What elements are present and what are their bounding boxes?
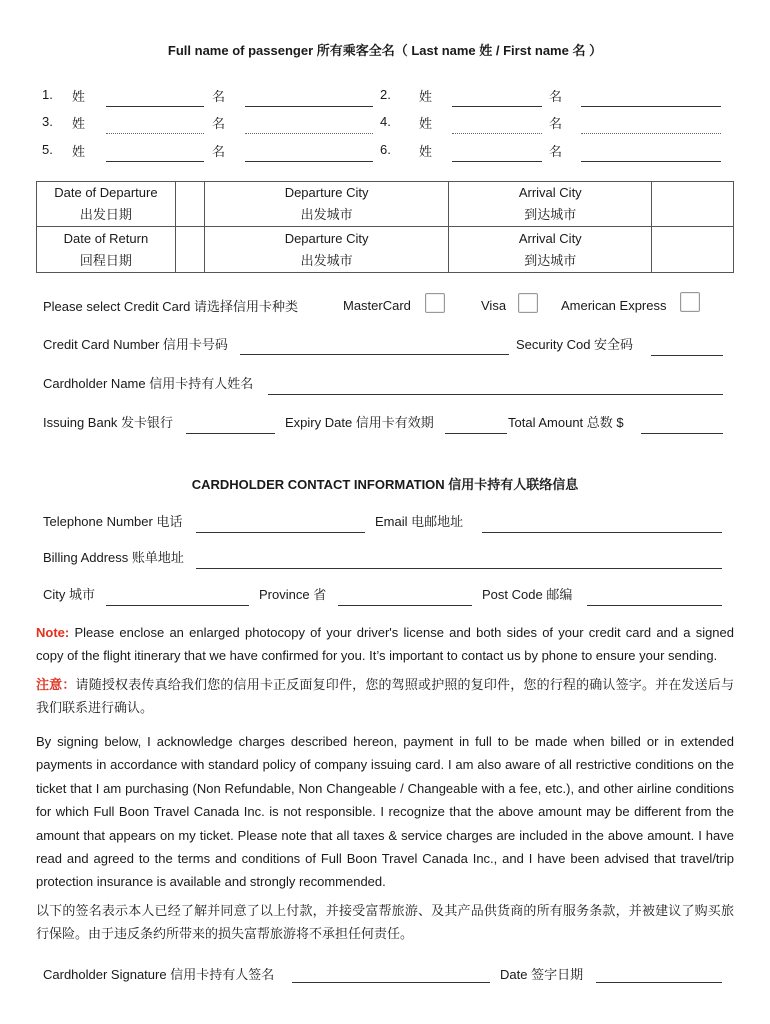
visa-label: Visa xyxy=(481,298,507,313)
departure-date-label-en: Date of Departure xyxy=(54,185,158,200)
note-text-en: Please enclose an enlarged photocopy of your driver's license and both sides of your credit card and a signed copy of the flight itinerary that we have confirmed for you. It’s important to contact us by phone to ensure your sending. xyxy=(36,625,734,664)
first-name-field-3[interactable] xyxy=(245,133,373,134)
first-name-field-6[interactable] xyxy=(581,161,721,162)
total-amount-label: Total Amount 总数 $ xyxy=(508,415,624,430)
trip-table xyxy=(36,181,734,273)
return-departure-city-label-cn: 出发城市 xyxy=(300,252,353,268)
telephone-field[interactable] xyxy=(196,532,365,533)
agreement-cn-paragraph: 以下的签名表示本人已经了解并同意了以上付款，并接受富帮旅游、及其产品供货商的所有服务条款，并被建议了购买旅行保险。由于违反条约所带来的损失富帮旅游将不承担任何责任。 xyxy=(36,903,734,942)
return-arrival-city-label-cn: 到达城市 xyxy=(524,252,577,268)
page-title: Full name of passenger 所有乘客全名（ Last name 姓 / First name 名 ） xyxy=(167,43,603,58)
last-name-label: 姓 xyxy=(72,89,86,104)
return-date-label-cn: 回程日期 xyxy=(79,252,132,268)
email-label: Email 电邮地址 xyxy=(375,514,464,529)
passenger-number: 5. xyxy=(42,142,53,157)
telephone-label: Telephone Number 电话 xyxy=(43,514,183,529)
note-cn-paragraph xyxy=(36,673,734,720)
arrival-city-label-cn: 到达城市 xyxy=(524,207,577,222)
arrival-city-label-en: Arrival City xyxy=(518,185,582,200)
signature-date-label: Date 签字日期 xyxy=(500,967,584,982)
total-amount-field[interactable] xyxy=(641,433,723,434)
note-en-paragraph xyxy=(36,621,734,668)
amex-label: American Express xyxy=(561,298,667,313)
mastercard-label: MasterCard xyxy=(343,298,411,313)
first-name-label: 名 xyxy=(212,89,226,104)
city-field[interactable] xyxy=(106,605,249,606)
post-code-label: Post Code 邮编 xyxy=(482,587,573,602)
cardholder-name-field[interactable] xyxy=(268,394,723,395)
contact-heading: CARDHOLDER CONTACT INFORMATION 信用卡持有人联络信息 xyxy=(191,477,579,492)
first-name-field-2[interactable] xyxy=(581,106,721,107)
last-name-label: 姓 xyxy=(72,116,86,131)
departure-city-label-en: Departure City xyxy=(284,185,369,200)
last-name-field-6[interactable] xyxy=(452,161,542,162)
cardholder-name-label: Cardholder Name 信用卡持有人姓名 xyxy=(43,376,254,391)
return-arrival-city-input[interactable] xyxy=(652,227,734,273)
return-date-input[interactable] xyxy=(175,227,204,273)
return-departure-city-label-en: Departure City xyxy=(284,230,369,246)
passenger-number: 4. xyxy=(380,114,391,129)
signature-date-field[interactable] xyxy=(596,982,722,983)
return-date-label-cell xyxy=(37,227,176,273)
arrival-city-label-cell[interactable] xyxy=(449,182,652,227)
card-number-label: Credit Card Number 信用卡号码 xyxy=(43,337,228,352)
last-name-field-5[interactable] xyxy=(106,161,204,162)
return-arrival-city-label-cell[interactable] xyxy=(449,227,652,273)
cardholder-signature-label: Cardholder Signature 信用卡持有人签名 xyxy=(43,967,275,982)
last-name-label: 姓 xyxy=(72,144,86,159)
billing-address-field[interactable] xyxy=(196,568,722,569)
security-code-field[interactable] xyxy=(651,355,723,356)
last-name-field-2[interactable] xyxy=(452,106,542,107)
first-name-field-5[interactable] xyxy=(245,161,373,162)
card-number-field[interactable] xyxy=(240,354,509,355)
return-departure-city-label-cell xyxy=(204,227,449,273)
departure-date-input[interactable] xyxy=(175,182,204,227)
passenger-number: 2. xyxy=(380,87,391,102)
select-card-label: Please select Credit Card 请选择信用卡种类 xyxy=(43,299,299,314)
expiry-date-field[interactable] xyxy=(445,433,507,434)
last-name-field-4[interactable] xyxy=(452,133,542,134)
security-code-label: Security Cod 安全码 xyxy=(516,337,634,352)
agreement-en-paragraph: By signing below, I acknowledge charges described hereon, payment in full to be made when billed or in extended payments in accordance with standard policy of company issuing card. I am also aware of all restrictive conditions on the ticket that I am purchasing (Non Refundable, Non Changeable / Changeable with a fee, etc.), and other airline conditions for which Full Boon Travel Canada Inc. is not responsible. I recognize that the above amount may be different from the amount that appears on my ticket. Please note that all taxes & service charges are included in the above amount. I have read and agreed to the terms and conditions of Full Boon Travel Canada Inc., and I have been advised that travel/trip protection insurance is available and strongly recommended. xyxy=(36,734,734,890)
mastercard-checkbox[interactable] xyxy=(425,293,445,313)
passenger-number: 1. xyxy=(42,87,53,102)
last-name-label: 姓 xyxy=(419,116,433,131)
first-name-field-1[interactable] xyxy=(245,106,373,107)
first-name-label: 名 xyxy=(549,116,563,131)
return-row xyxy=(37,227,734,273)
passenger-number: 3. xyxy=(42,114,53,129)
last-name-field-3[interactable] xyxy=(106,133,204,134)
departure-city-label-cn: 出发城市 xyxy=(300,207,353,222)
note-text-cn: 请随授权表传真给我们您的信用卡正反面复印件，您的驾照或护照的复印件，您的行程的确认签字。并在发送后与我们联系进行确认。 xyxy=(36,677,734,716)
visa-checkbox[interactable] xyxy=(518,293,538,313)
billing-address-label: Billing Address 账单地址 xyxy=(43,550,184,565)
passenger-number: 6. xyxy=(380,142,391,157)
departure-city-label-cell xyxy=(204,182,449,227)
issuing-bank-label: Issuing Bank 发卡银行 xyxy=(43,415,174,430)
last-name-field-1[interactable] xyxy=(106,106,204,107)
amex-checkbox[interactable] xyxy=(680,292,700,312)
city-label: City 城市 xyxy=(43,587,96,602)
province-label: Province 省 xyxy=(259,587,327,602)
province-field[interactable] xyxy=(338,605,472,606)
return-arrival-city-label-en: Arrival City xyxy=(518,230,582,246)
expiry-date-label: Expiry Date 信用卡有效期 xyxy=(285,415,434,430)
note-label-cn: 注意： xyxy=(36,677,76,692)
departure-date-label-cn: 出发日期 xyxy=(79,207,132,222)
email-field[interactable] xyxy=(482,532,722,533)
note-label-en: Note: xyxy=(36,625,70,640)
signature-field[interactable] xyxy=(292,982,490,983)
last-name-label: 姓 xyxy=(419,89,433,104)
post-code-field[interactable] xyxy=(587,605,722,606)
arrival-city-input[interactable] xyxy=(652,182,734,227)
first-name-label: 名 xyxy=(549,89,563,104)
issuing-bank-field[interactable] xyxy=(186,433,275,434)
last-name-label: 姓 xyxy=(419,144,433,159)
first-name-field-4[interactable] xyxy=(581,133,721,134)
departure-date-label-cell xyxy=(37,182,176,227)
first-name-label: 名 xyxy=(212,144,226,159)
departure-row xyxy=(37,182,734,227)
first-name-label: 名 xyxy=(549,144,563,159)
return-date-label-en: Date of Return xyxy=(63,230,149,246)
first-name-label: 名 xyxy=(212,116,226,131)
